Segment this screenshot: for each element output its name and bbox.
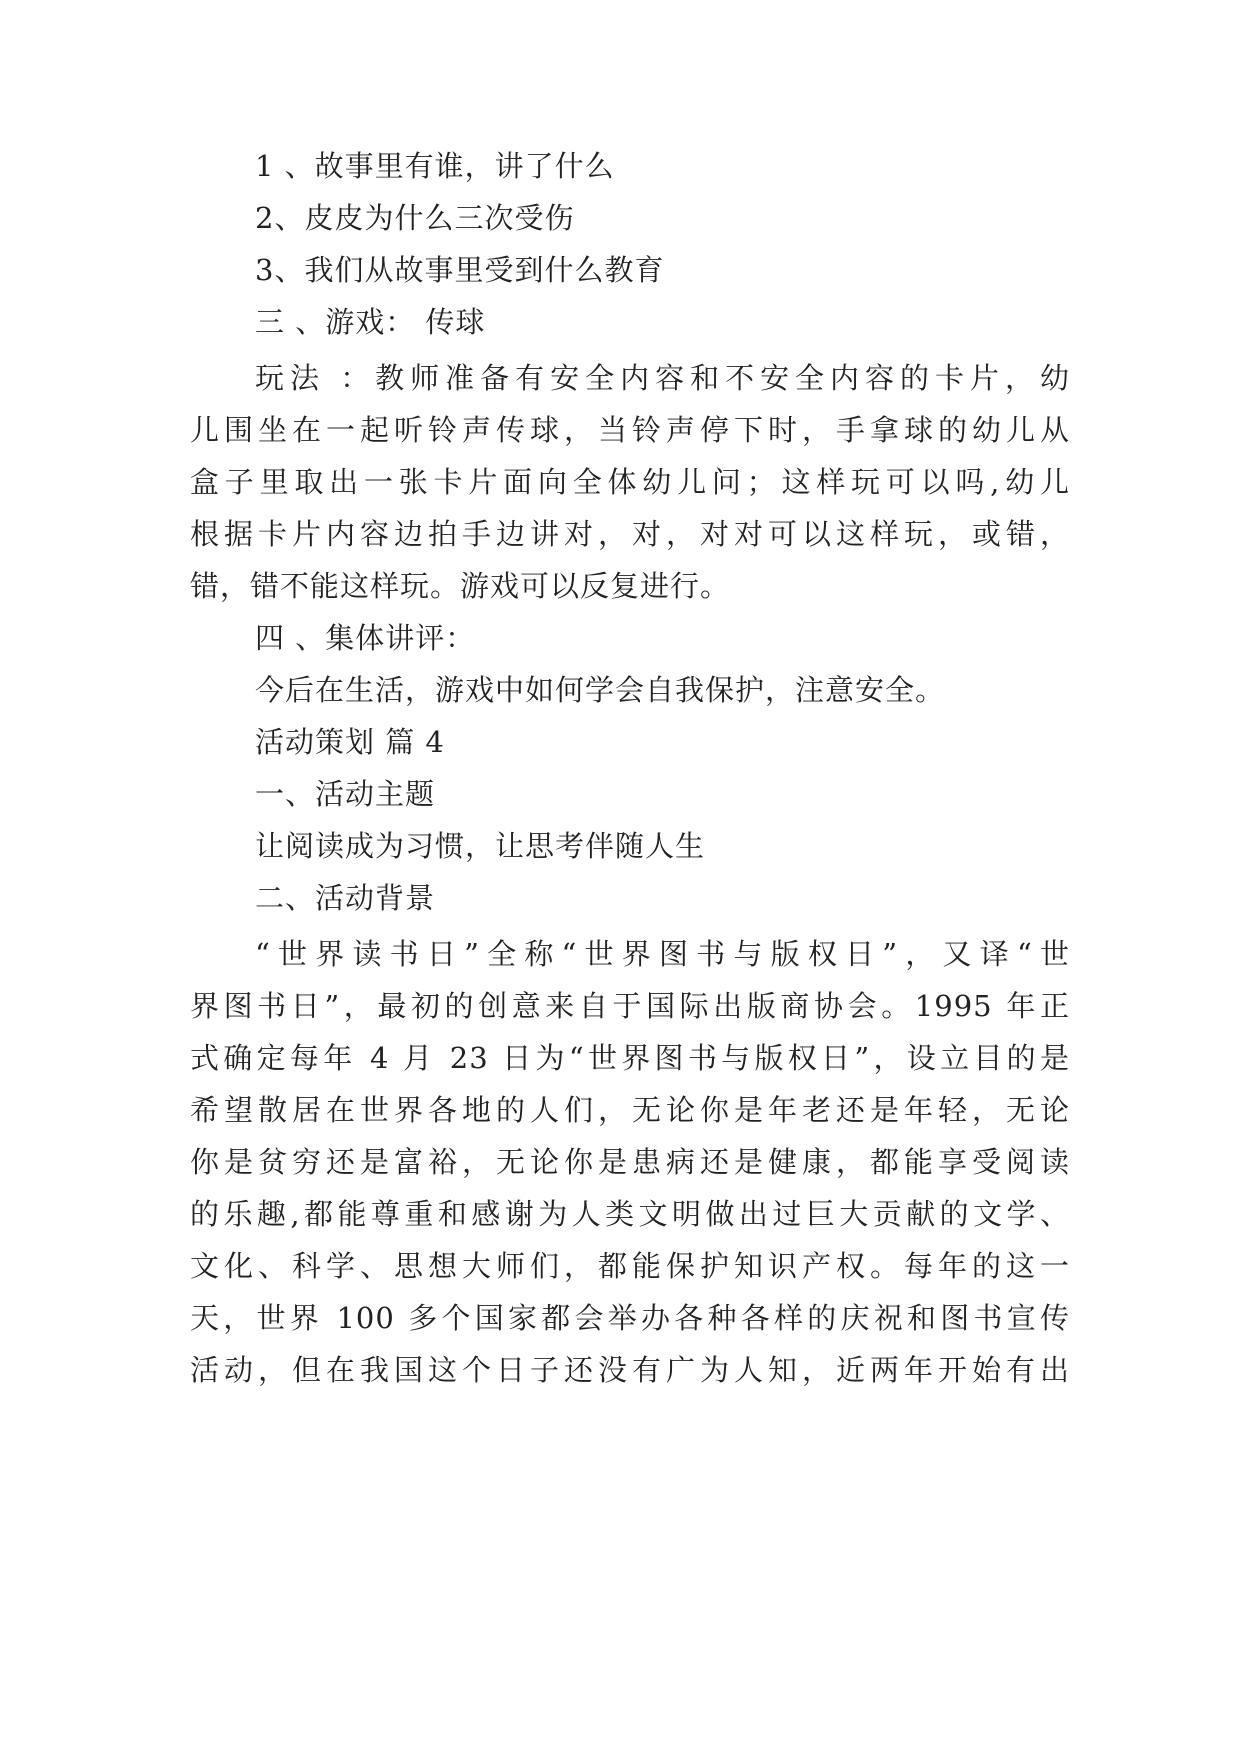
paragraph-line: 玩法 ：教师准备有安全内容和不安全内容的卡片，幼 [255, 361, 1070, 395]
paragraph-line: 今后在生活，游戏中如何学会自我保护，注意安全。 [255, 673, 946, 707]
paragraph-line: 活动，但在我国这个日子还没有广为人知，近两年开始有出 [190, 1353, 1070, 1387]
paragraph-line: “世界读书日”全称“世界图书与版权日”，又译“世 [255, 937, 1070, 971]
list-item-story-who: 1 、故事里有谁，讲了什么 [255, 149, 615, 183]
paragraph-line: 界图书日”，最初的创意来自于国际出版商协会。1995 年正 [190, 989, 1070, 1023]
section-heading-background: 二、活动背景 [255, 881, 436, 915]
paragraph-line: 文化、科学、思想大师们，都能保护知识产权。每年的这一 [190, 1249, 1070, 1283]
list-item-education: 3、我们从故事里受到什么教育 [255, 253, 665, 287]
paragraph-line: 根据卡片内容边拍手边讲对，对，对对可以这样玩，或错， [190, 517, 1070, 551]
paragraph-line: 天，世界 100 多个国家都会举办各种各样的庆祝和图书宣传 [190, 1301, 1070, 1335]
section-heading-review: 四 、集体讲评： [255, 621, 476, 655]
paragraph-line: 让阅读成为习惯，让思考伴随人生 [255, 829, 706, 863]
list-item-pipi-injured: 2、皮皮为什么三次受伤 [255, 201, 575, 235]
paragraph-line: 的乐趣,都能尊重和感谢为人类文明做出过巨大贡献的文学、 [190, 1197, 1070, 1231]
section-heading-game: 三 、游戏： 传球 [255, 305, 486, 339]
paragraph-line: 盒子里取出一张卡片面向全体幼儿问；这样玩可以吗,幼儿 [190, 465, 1070, 499]
section-title-plan-4: 活动策划 篇 4 [255, 725, 445, 759]
paragraph-line: 儿围坐在一起听铃声传球，当铃声停下时，手拿球的幼儿从 [190, 413, 1070, 447]
paragraph-line: 希望散居在世界各地的人们，无论你是年老还是年轻，无论 [190, 1093, 1070, 1127]
section-heading-theme: 一、活动主题 [255, 777, 436, 811]
paragraph-line: 你是贫穷还是富裕，无论你是患病还是健康，都能享受阅读 [190, 1145, 1070, 1179]
paragraph-line: 错，错不能这样玩。游戏可以反复进行。 [190, 569, 731, 603]
paragraph-line: 式确定每年 4 月 23 日为“世界图书与版权日”，设立目的是 [190, 1041, 1070, 1075]
